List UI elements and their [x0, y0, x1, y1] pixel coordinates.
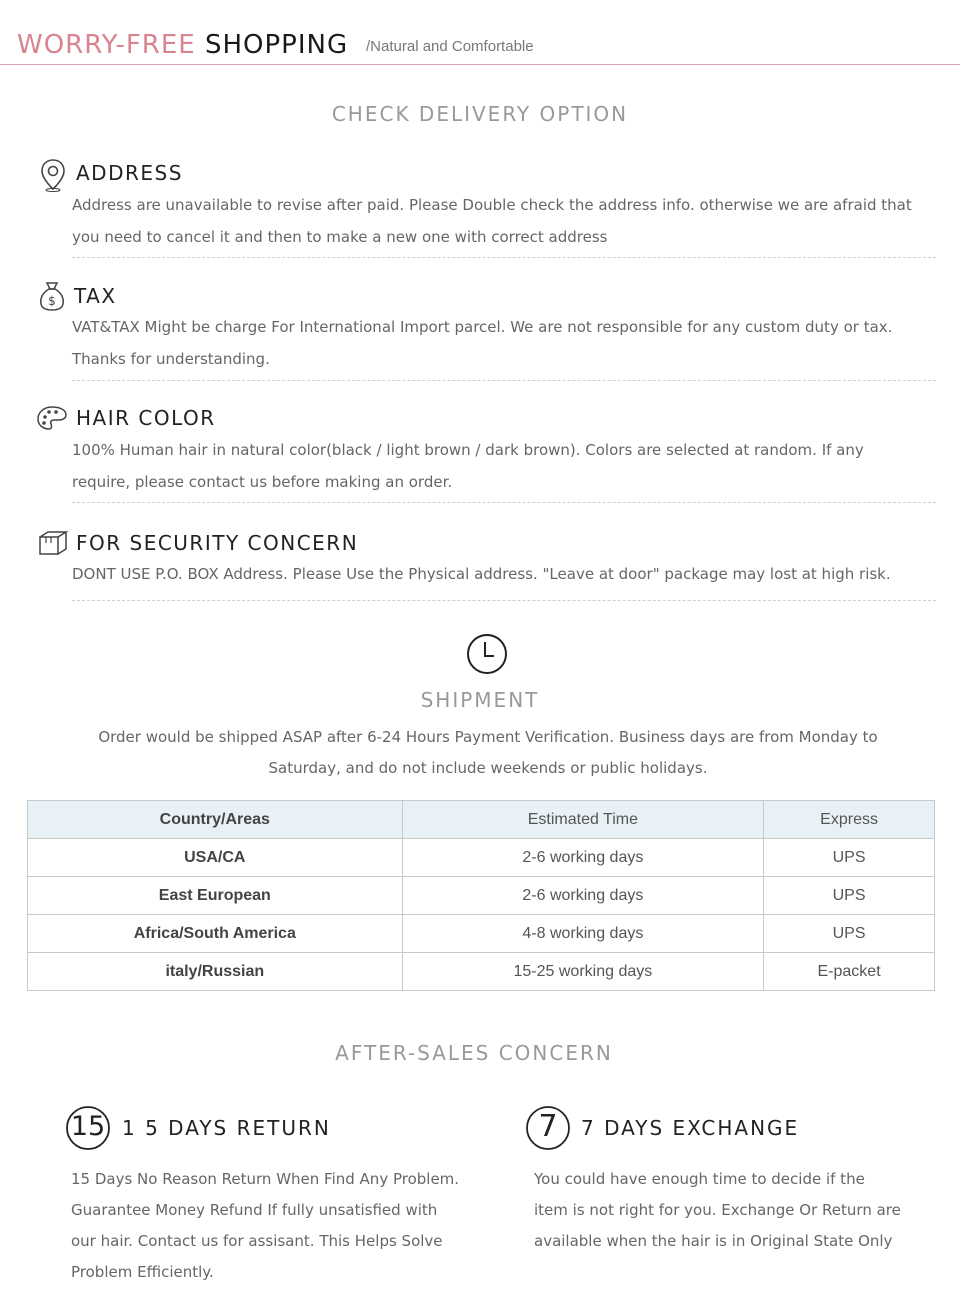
country-cell: Africa/South America: [28, 915, 403, 953]
shipment-line-1: Order would be shipped ASAP after 6-24 Hours Payment Verification. Business days are from Monday to: [98, 728, 878, 746]
palette-icon: [36, 404, 68, 436]
exchange-text: [534, 1164, 934, 1257]
return-badge-number: 15: [70, 1111, 106, 1142]
table-row: [28, 877, 935, 915]
express-cell: UPS: [764, 839, 935, 877]
divider: [72, 257, 936, 258]
column-header: Estimated Time: [402, 801, 764, 839]
security-line-1: DONT USE P.O. BOX Address. Please Use the Physical address. "Leave at door" package may lost at high risk.: [72, 565, 891, 583]
table-row: [28, 839, 935, 877]
clock-icon: [466, 633, 508, 679]
page-subtitle: /Natural and Comfortable: [366, 38, 534, 55]
return-badge-icon: [65, 1105, 111, 1151]
express-cell: UPS: [764, 877, 935, 915]
table-header-row: [28, 801, 935, 839]
return-line: our hair. Contact us for assisant. This Helps Solve: [71, 1232, 443, 1250]
address-line-1: Address are unavailable to revise after paid. Please Double check the address info. otherwise we are afraid that: [72, 196, 912, 214]
return-title: 1 5 DAYS RETURN: [122, 1116, 331, 1140]
money-bag-icon: [38, 280, 66, 316]
box-icon: [38, 530, 68, 560]
column-header: Country/Areas: [28, 801, 403, 839]
title-main: SHOPPING: [195, 30, 349, 60]
divider: [72, 380, 936, 381]
table-row: [28, 915, 935, 953]
time-cell: 2-6 working days: [402, 877, 764, 915]
header-divider: [0, 64, 960, 65]
return-text: [71, 1164, 491, 1288]
exchange-line: You could have enough time to decide if the: [534, 1170, 865, 1188]
hair-color-line-2: require, please contact us before making an order.: [72, 473, 453, 491]
tax-line-1: VAT&TAX Might be charge For International Import parcel. We are not responsible for any custom duty or tax.: [72, 318, 893, 336]
return-line: 15 Days No Reason Return When Find Any Problem.: [71, 1170, 460, 1188]
delivery-section-title: CHECK DELIVERY OPTION: [331, 102, 629, 126]
exchange-title: 7 DAYS EXCHANGE: [581, 1116, 800, 1140]
address-text: [72, 189, 932, 253]
hair-color-text: [72, 434, 932, 498]
table-row: [28, 953, 935, 991]
shipment-text: [0, 722, 960, 784]
shipping-table: [27, 800, 935, 991]
address-title: ADDRESS: [76, 161, 183, 185]
express-cell: UPS: [764, 915, 935, 953]
page-title: [17, 30, 348, 60]
exchange-badge-number: 7: [538, 1109, 558, 1144]
divider: [72, 502, 936, 503]
express-cell: E-packet: [764, 953, 935, 991]
tax-title: TAX: [74, 284, 117, 308]
country-cell: USA/CA: [28, 839, 403, 877]
shipment-title: SHIPMENT: [420, 688, 540, 712]
after-sales-title: AFTER-SALES CONCERN: [335, 1041, 613, 1065]
tax-text: [72, 311, 932, 375]
return-line: Guarantee Money Refund If fully unsatisfied with: [71, 1201, 438, 1219]
time-cell: 15-25 working days: [402, 953, 764, 991]
location-pin-icon: [40, 158, 66, 196]
address-line-2: you need to cancel it and then to make a new one with correct address: [72, 228, 608, 246]
exchange-line: item is not right for you. Exchange Or Return are: [534, 1201, 901, 1219]
security-title: FOR SECURITY CONCERN: [76, 531, 359, 555]
country-cell: East European: [28, 877, 403, 915]
shipment-line-2: Saturday, and do not include weekends or public holidays.: [268, 759, 708, 777]
time-cell: 4-8 working days: [402, 915, 764, 953]
hair-color-title: HAIR COLOR: [76, 406, 216, 430]
svg-text:$: $: [48, 294, 56, 308]
tax-line-2: Thanks for understanding.: [72, 350, 270, 368]
time-cell: 2-6 working days: [402, 839, 764, 877]
country-cell: italy/Russian: [28, 953, 403, 991]
exchange-line: available when the hair is in Original State Only: [534, 1232, 893, 1250]
exchange-badge-icon: [525, 1105, 571, 1151]
column-header: Express: [764, 801, 935, 839]
security-text: [72, 558, 952, 590]
title-accent: WORRY-FREE: [17, 30, 196, 60]
divider: [72, 600, 936, 601]
return-line: Problem Efficiently.: [71, 1263, 214, 1281]
hair-color-line-1: 100% Human hair in natural color(black / light brown / dark brown). Colors are selected at random. If any: [72, 441, 864, 459]
